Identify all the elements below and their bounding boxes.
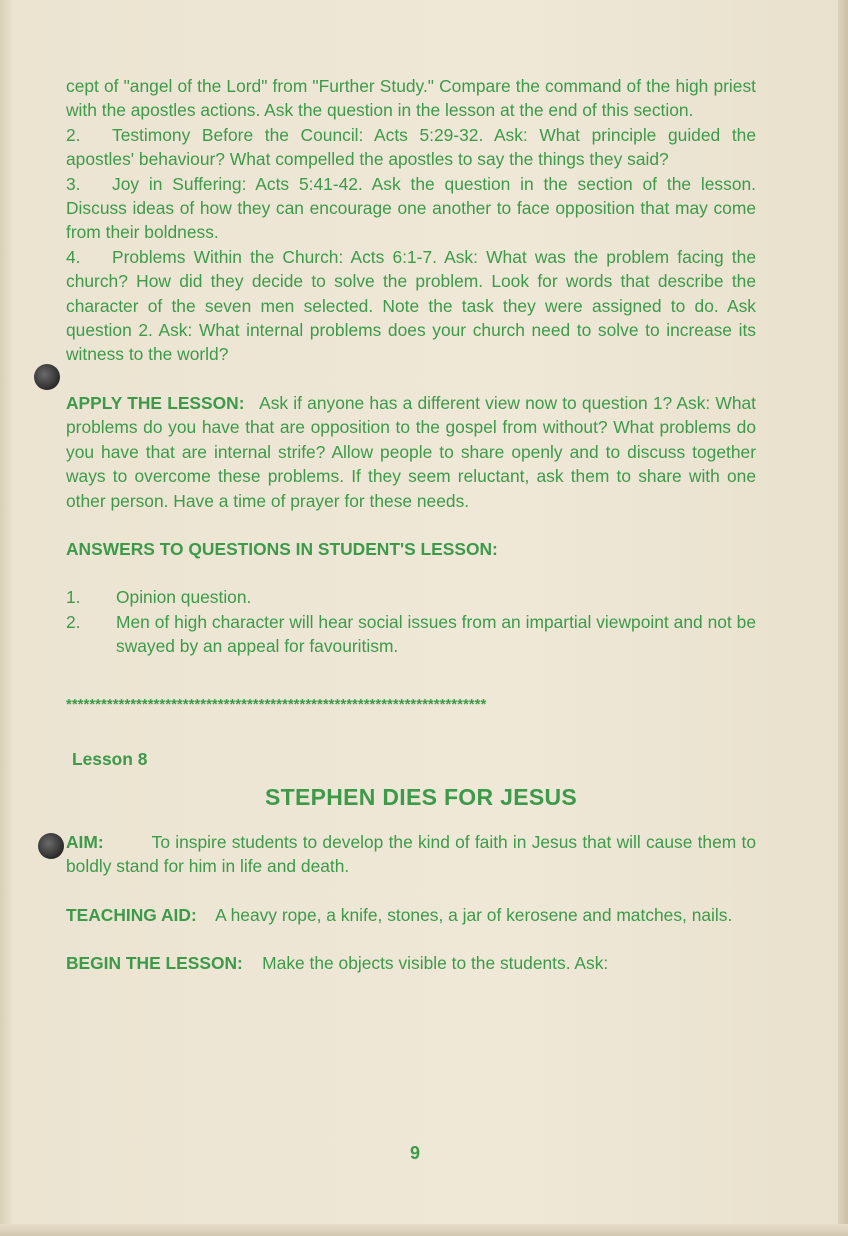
numbered-paragraph-3: 3. Joy in Suffering: Acts 5:41-42. Ask the question in the section of the lesson. Discuss ideas of how they can encourage one another to face opposition that may come from their boldness. [66,173,756,243]
numbered-paragraph-2: 2. Testimony Before the Council: Acts 5:29-32. Ask: What principle guided the apostles' behaviour? What compelled the apostles to say the things they said? [66,124,756,170]
begin-section: BEGIN THE LESSON: Make the objects visible to the students. Ask: [66,952,609,973]
binder-hole-icon [34,364,60,390]
aim-heading: AIM: [66,831,104,852]
lesson-title: STEPHEN DIES FOR JESUS [264,784,578,811]
page-edge-right [838,0,848,1236]
aim-section: AIM: To inspire students to develop the kind of faith in Jesus that will cause them to boldly stand for him in life and death. [66,831,756,877]
lesson-label: Lesson 8 [72,748,148,769]
apply-section: APPLY THE LESSON: Ask if anyone has a different view now to question 1? Ask: What problems do you have that are opposition to the gospel from without? What problems do you have that are internal strife? Allow people to share openly and to discuss together ways to overcome these problems. If they seem reluctant, ask them to share with one other person. Have a time of prayer for these needs. [66,392,756,511]
document-body [66,74,756,975]
separator-line: ************************************************************************ [66,695,487,713]
teaching-aid-section: TEACHING AID: A heavy rope, a knife, stones, a jar of kerosene and matches, nails. [66,904,733,925]
numbered-paragraph-4: 4. Problems Within the Church: Acts 6:1-7. Ask: What was the problem facing the church? How did they decide to solve the problem. Look for words that describe the character of the seven men selected. Note the task they were assigned to do. Ask question 2. Ask: What internal problems does your church need to solve to increase its witness to the world? [66,246,756,365]
apply-heading: APPLY THE LESSON: [66,392,245,413]
teaching-aid-heading: TEACHING AID: [66,904,197,925]
page-edge-bottom [0,1224,848,1236]
page-number: 9 [410,1143,421,1163]
answers-heading: ANSWERS TO QUESTIONS IN STUDENT'S LESSON: [66,538,498,559]
answer-item: 2. Men of high character will hear social issues from an impartial viewpoint and not be swayed by an appeal for favouritism. [66,611,756,657]
begin-heading: BEGIN THE LESSON: [66,952,243,973]
answer-item: 1. Opinion question. [66,587,252,608]
paragraph-continuation: cept of "angel of the Lord" from "Further Study." Compare the command of the high priest with the apostles actions. Ask the question in the lesson at the end of this section. [66,76,756,121]
binder-hole-icon [38,833,64,859]
